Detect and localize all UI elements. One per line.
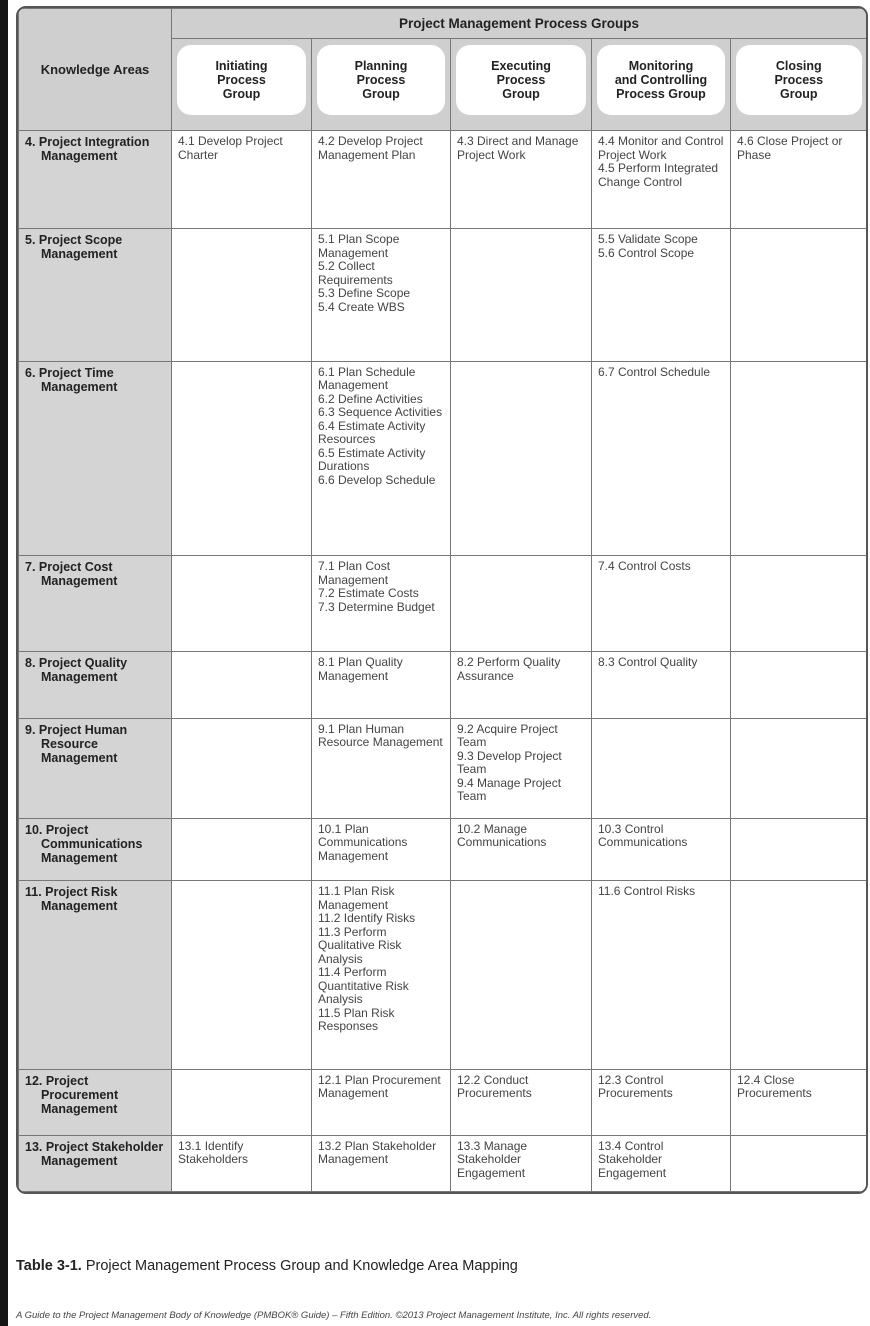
- process-group-label-line: Planning: [354, 59, 408, 73]
- knowledge-area-label: 4. Project Integration Management: [25, 135, 150, 163]
- process-item: 6.1 Plan Schedule Management: [318, 364, 416, 393]
- process-item: 9.3 Develop Project Team: [457, 748, 562, 777]
- process-cell: [451, 718, 592, 818]
- table-row: [19, 1069, 867, 1135]
- process-cell: [731, 131, 867, 229]
- process-cell: [312, 1069, 451, 1135]
- knowledge-area-label: 7. Project Cost Management: [25, 560, 118, 589]
- process-cell: [451, 229, 592, 361]
- knowledge-area-label: 9. Project Human Resource Management: [25, 722, 128, 765]
- caption-text: Project Management Process Group and Knowledge Area Mapping: [81, 1258, 518, 1274]
- process-cell: [731, 361, 867, 556]
- process-item: 12.1 Plan Procurement Management: [318, 1072, 441, 1101]
- process-item: 6.7 Control Schedule: [598, 364, 711, 379]
- process-cell: [731, 718, 867, 818]
- page-edge-bar: [0, 0, 8, 1326]
- process-item: 5.4 Create WBS: [318, 299, 405, 314]
- table-row: [19, 556, 867, 652]
- process-cell: [451, 1069, 592, 1135]
- process-cell: [451, 361, 592, 556]
- process-cell: [592, 229, 731, 361]
- process-item: 10.1 Plan Communications Management: [318, 821, 408, 863]
- process-group-label-line: Group: [502, 87, 540, 101]
- process-cell: [592, 881, 731, 1070]
- process-cell: [592, 131, 731, 229]
- process-cell: [592, 718, 731, 818]
- knowledge-area-label: 10. Project Communications Management: [25, 822, 143, 865]
- knowledge-area-label: 6. Project Time Management: [25, 365, 118, 394]
- process-item: 10.2 Manage Communications: [457, 821, 547, 850]
- caption-label: Table 3-1.: [16, 1258, 82, 1274]
- process-cell: [172, 556, 312, 652]
- process-group-pill: [597, 45, 725, 115]
- knowledge-area-label: 8. Project Quality Management: [25, 656, 128, 685]
- table-row: [19, 1135, 867, 1191]
- process-cell: [592, 652, 731, 718]
- knowledge-area-cell: [19, 1135, 172, 1191]
- knowledge-area-cell: [19, 131, 172, 229]
- process-cell: [312, 556, 451, 652]
- process-cell: [451, 131, 592, 229]
- process-group-header: [312, 39, 451, 131]
- process-item: 13.1 Identify Stakeholders: [178, 1138, 249, 1167]
- process-group-header: [172, 39, 312, 131]
- process-cell: [172, 229, 312, 361]
- process-cell: [172, 818, 312, 880]
- process-groups-header: Project Management Process Groups: [172, 9, 867, 39]
- process-item: 6.5 Estimate Activity Durations: [318, 445, 426, 474]
- knowledge-areas-header: Knowledge Areas: [19, 9, 172, 131]
- process-group-header: [451, 39, 592, 131]
- process-item: 13.2 Plan Stakeholder Management: [318, 1138, 437, 1167]
- process-item: 4.6 Close Project or Phase: [737, 134, 843, 162]
- process-cell: [451, 881, 592, 1070]
- process-cell: [731, 881, 867, 1070]
- process-item: 10.3 Control Communications: [598, 821, 688, 850]
- process-cell: [312, 229, 451, 361]
- process-cell: [312, 361, 451, 556]
- process-item: 7.1 Plan Cost Management: [318, 559, 391, 587]
- source-note: A Guide to the Project Management Body of Knowledge (PMBOK® Guide) – Fifth Edition. ©2013 Project Management Institute, Inc. All rights reserved.: [16, 1310, 652, 1321]
- process-item: 5.5 Validate Scope: [598, 232, 698, 247]
- process-item: 4.4 Monitor and Control Project Work: [598, 134, 724, 162]
- process-group-pill: [736, 45, 862, 115]
- process-group-pill: [317, 45, 445, 115]
- process-cell: [451, 818, 592, 880]
- process-item: 13.4 Control Stakeholder Engagement: [598, 1138, 667, 1180]
- process-item: 12.2 Conduct Procurements: [457, 1072, 532, 1101]
- process-cell: [312, 718, 451, 818]
- process-cell: [451, 652, 592, 718]
- process-cell: [172, 131, 312, 229]
- table-row: [19, 652, 867, 718]
- table-row: [19, 131, 867, 229]
- process-item: 4.3 Direct and Manage Project Work: [457, 134, 579, 162]
- process-item: 11.3 Perform Qualitative Risk Analysis: [318, 924, 402, 966]
- process-cell: [592, 818, 731, 880]
- process-item: 8.2 Perform Quality Assurance: [457, 655, 561, 683]
- process-cell: [312, 1135, 451, 1191]
- process-item: 5.3 Define Scope: [318, 286, 411, 301]
- table-caption: [16, 1258, 518, 1274]
- knowledge-area-label: 5. Project Scope Management: [25, 233, 123, 262]
- process-item: 7.3 Determine Budget: [318, 599, 435, 614]
- knowledge-area-label: 12. Project Procurement Management: [25, 1073, 119, 1116]
- process-cell: [312, 818, 451, 880]
- knowledge-area-cell: [19, 881, 172, 1070]
- process-group-label-line: Monitoring: [628, 59, 694, 73]
- process-item: 4.2 Develop Project Management Plan: [318, 134, 423, 162]
- process-group-label-line: Group: [362, 87, 400, 101]
- process-group-pill: [456, 45, 586, 115]
- process-item: 11.6 Control Risks: [598, 884, 696, 899]
- process-item: 4.1 Develop Project Charter: [178, 134, 283, 162]
- process-cell: [451, 556, 592, 652]
- process-cell: [592, 1135, 731, 1191]
- mapping-table: [16, 6, 868, 1194]
- process-group-label-line: Process: [496, 73, 546, 87]
- process-cell: [172, 361, 312, 556]
- knowledge-area-cell: [19, 361, 172, 556]
- table-row: [19, 718, 867, 818]
- table-row: [19, 881, 867, 1070]
- knowledge-area-cell: [19, 652, 172, 718]
- process-group-label-line: Initiating: [215, 59, 268, 73]
- process-cell: [731, 229, 867, 361]
- process-group-header: [592, 39, 731, 131]
- process-item: 12.4 Close Procurements: [737, 1072, 812, 1101]
- process-item: 7.4 Control Costs: [598, 559, 691, 574]
- knowledge-area-cell: [19, 818, 172, 880]
- process-cell: [731, 652, 867, 718]
- process-group-label-line: Group: [222, 87, 261, 101]
- process-group-label-line: Process: [217, 73, 266, 87]
- process-group-label-line: Executing: [491, 59, 551, 73]
- process-cell: [172, 1135, 312, 1191]
- process-cell: [592, 1069, 731, 1135]
- knowledge-area-label: 13. Project Stakeholder Management: [25, 1139, 164, 1168]
- process-cell: [592, 556, 731, 652]
- process-item: 11.4 Perform Quantitative Risk Analysis: [318, 965, 409, 1007]
- process-group-label-line: Closing: [775, 59, 822, 73]
- process-item: 8.1 Plan Quality Management: [318, 655, 403, 683]
- process-item: 13.3 Manage Stakeholder Engagement: [457, 1138, 528, 1180]
- process-cell: [731, 818, 867, 880]
- process-item: 6.4 Estimate Activity Resources: [318, 418, 426, 447]
- process-cell: [731, 1135, 867, 1191]
- process-item: 5.2 Collect Requirements: [318, 259, 393, 287]
- process-item: 11.2 Identify Risks: [318, 911, 416, 926]
- process-group-label-line: Process: [774, 73, 824, 87]
- process-cell: [312, 881, 451, 1070]
- process-item: 8.3 Control Quality: [598, 655, 698, 670]
- process-item: 7.2 Estimate Costs: [318, 586, 419, 601]
- table-row: [19, 229, 867, 361]
- process-item: 5.6 Control Scope: [598, 245, 695, 260]
- knowledge-area-cell: [19, 556, 172, 652]
- process-cell: [172, 881, 312, 1070]
- table-row: [19, 818, 867, 880]
- process-group-header: [731, 39, 867, 131]
- process-item: 9.2 Acquire Project Team: [457, 721, 558, 750]
- process-cell: [172, 718, 312, 818]
- process-group-label-line: Group: [780, 87, 818, 101]
- process-item: 11.5 Plan Risk Responses: [318, 1005, 395, 1034]
- knowledge-area-cell: [19, 718, 172, 818]
- process-cell: [312, 131, 451, 229]
- process-item: 4.5 Perform Integrated Change Control: [598, 161, 719, 189]
- process-cell: [731, 1069, 867, 1135]
- table-row: [19, 361, 867, 556]
- process-cell: [731, 556, 867, 652]
- process-group-label-line: Process: [356, 73, 406, 87]
- process-item: 6.6 Develop Schedule: [318, 472, 436, 487]
- process-item: 6.3 Sequence Activities: [318, 405, 443, 420]
- knowledge-area-label: 11. Project Risk Management: [25, 885, 118, 914]
- process-item: 5.1 Plan Scope Management: [318, 232, 400, 260]
- knowledge-area-cell: [19, 1069, 172, 1135]
- process-item: 6.2 Define Activities: [318, 391, 423, 406]
- process-item: 9.4 Manage Project Team: [457, 775, 562, 804]
- process-item: 12.3 Control Procurements: [598, 1072, 673, 1101]
- process-cell: [172, 1069, 312, 1135]
- process-item: 11.1 Plan Risk Management: [318, 884, 395, 912]
- process-cell: [172, 652, 312, 718]
- process-group-pill: [177, 45, 306, 115]
- process-group-label-line: Process Group: [616, 87, 706, 101]
- process-cell: [451, 1135, 592, 1191]
- process-cell: [312, 652, 451, 718]
- knowledge-area-cell: [19, 229, 172, 361]
- process-group-label-line: and Controlling: [614, 73, 708, 87]
- process-item: 9.1 Plan Human Resource Management: [318, 721, 443, 750]
- process-cell: [592, 361, 731, 556]
